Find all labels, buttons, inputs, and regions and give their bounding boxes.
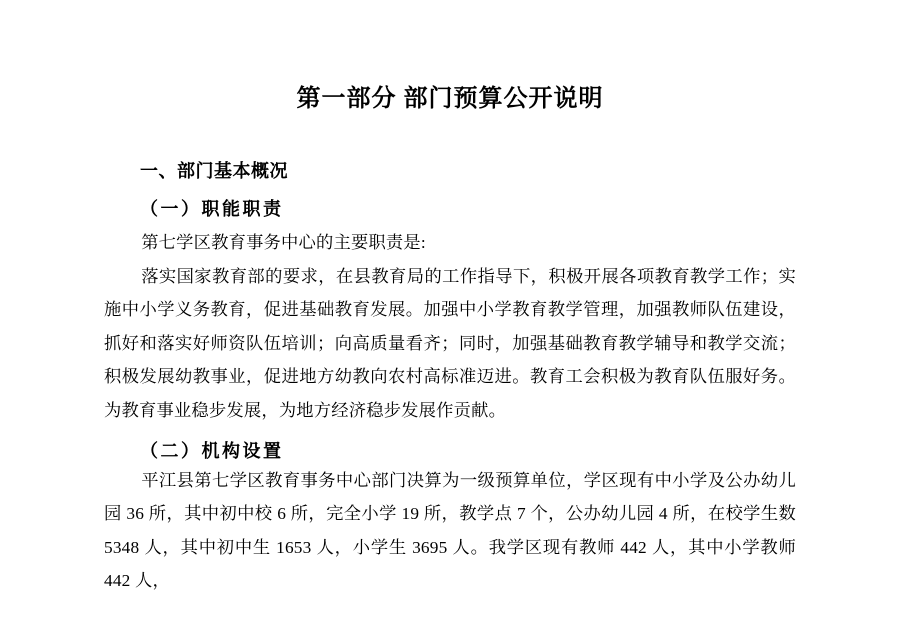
duties-body-paragraph: 落实国家教育部的要求，在县教育局的工作指导下，积极开展各项教育教学工作；实施中小学义务教育，促进基础教育发展。加强中小学教育教学管理，加强教师队伍建设，抓好和落实好师资队伍培训；向高质量看齐；同时，加强基础教育教学辅导和教学交流；积极发展幼教事业，促进地方幼教向农村高标准迈进。教育工会积极为教育队伍服好务。为教育事业稳步发展，为地方经济稳步发展作贡献。 — [104, 266, 796, 420]
organization-body-paragraph: 平江县第七学区教育事务中心部门决算为一级预算单位，学区现有中小学及公办幼儿园 36 所，其中初中校 6 所，完全小学 19 所，教学点 7 个，公办幼儿园 4 所，在校学生数 5348 人，其中初中生 1653 人，小学生 3695 人。我学区现有教师 442 人，其中小学教师 442 人， — [104, 470, 796, 591]
document-title: 第一部分 部门预算公开说明 — [296, 86, 604, 112]
section-heading-overview: 一、部门基本概况 — [140, 161, 288, 181]
subsection-heading-organization: （二）机构设置 — [140, 440, 284, 461]
duties-intro-paragraph: 第七学区教育事务中心的主要职责是: — [141, 233, 426, 252]
subsection-heading-duties: （一）职能职责 — [140, 199, 284, 219]
